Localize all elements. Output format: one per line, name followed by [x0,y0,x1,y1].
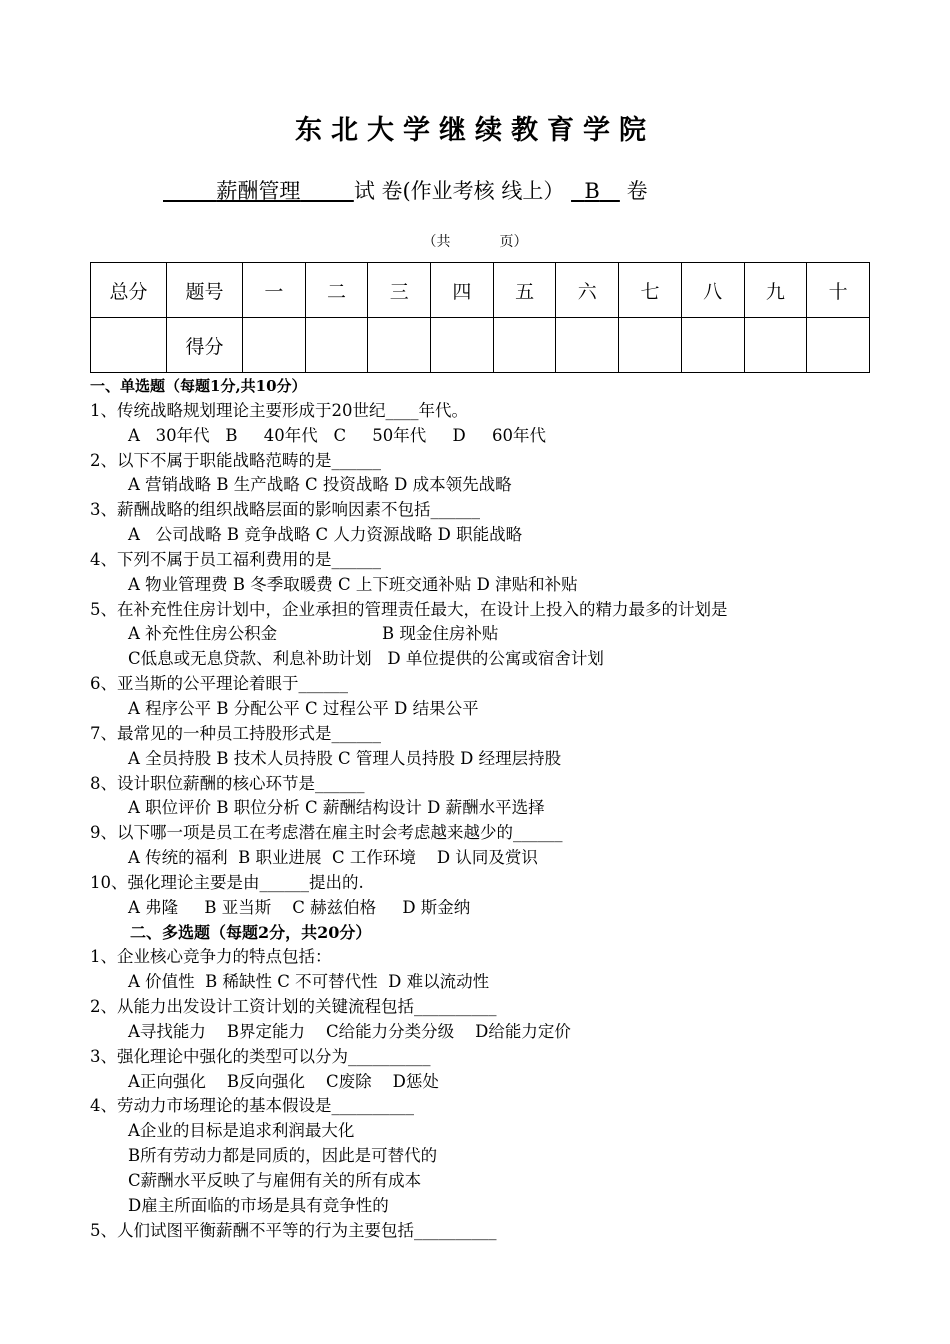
answer-options: A寻找能力 B界定能力 C给能力分类分级 D给能力定价 [128,1021,571,1041]
question-text: 3、强化理论中强化的类型可以分为__________ [90,1046,431,1066]
score-table-header-row [91,263,870,318]
question-text: 1、传统战略规划理论主要形成于20世纪____年代。 [90,400,468,420]
paper-letter-text: B [584,179,600,203]
score-table-score-row [91,318,870,373]
paper-letter [571,179,620,203]
answer-options: A 30年代 B 40年代 C 50年代 D 60年代 [128,425,546,445]
score-cell [681,318,744,373]
score-cell [368,318,431,373]
answer-options: A 程序公平 B 分配公平 C 过程公平 D 结果公平 [128,698,479,718]
page-count [0,231,950,251]
question-text: 4、下列不属于员工福利费用的是______ [90,549,381,569]
score-cell: 八 [681,263,744,318]
score-cell [431,318,494,373]
page-count-left: （共 [422,234,451,250]
question-list [90,374,930,1244]
answer-options: A 全员持股 B 技术人员持股 C 管理人员持股 D 经理层持股 [128,748,562,768]
page-count-right: 页） [499,234,528,250]
paper-suffix: 卷 [626,179,648,203]
score-cell [744,318,807,373]
question-text: 2、从能力出发设计工资计划的关键流程包括__________ [90,997,497,1017]
score-cell: 总分 [91,263,167,318]
answer-options: A企业的目标是追求利润最大化 [128,1121,355,1141]
score-cell: 十 [807,263,870,318]
score-cell [619,318,682,373]
answer-options: A 职位评价 B 职位分析 C 薪酬结构设计 D 薪酬水平选择 [128,798,545,818]
score-cell: 得分 [167,318,243,373]
course-name-text: 薪酬管理 [216,179,301,203]
question-text: 8、设计职位薪酬的核心环节是______ [90,773,365,793]
score-cell [243,318,306,373]
question-text: 2、以下不属于职能战略范畴的是______ [90,450,381,470]
score-cell [493,318,556,373]
answer-options: D雇主所面临的市场是具有竞争性的 [128,1195,389,1215]
answer-options: A 物业管理费 B 冬季取暖费 C 上下班交通补贴 D 津贴和补贴 [128,574,578,594]
course-name [163,179,354,203]
answer-options: A 价值性 B 稀缺性 C 不可替代性 D 难以流动性 [128,972,490,992]
question-text: 10、强化理论主要是由______提出的. [90,872,364,892]
score-table [90,262,870,373]
score-cell [556,318,619,373]
score-cell: 五 [493,263,556,318]
question-text: 7、最常见的一种员工持股形式是______ [90,723,381,743]
score-cell: 四 [431,263,494,318]
section-heading: 二、多选题（每题2分，共20分） [130,922,372,942]
school-title: 东北大学继续教育学院 [295,115,655,146]
score-cell: 题号 [167,263,243,318]
exam-label: 试 卷(作业考核 线上） [353,179,565,203]
score-cell [807,318,870,373]
score-cell [305,318,368,373]
answer-options: C低息或无息贷款、利息补助计划 D 单位提供的公寓或宿舍计划 [128,649,604,669]
score-cell: 六 [556,263,619,318]
score-cell: 一 [243,263,306,318]
answer-options: A 公司战略 B 竞争战略 C 人力资源战略 D 职能战略 [128,525,523,545]
score-cell: 九 [744,263,807,318]
answer-options: B所有劳动力都是同质的，因此是可替代的 [128,1146,438,1166]
answer-options: C薪酬水平反映了与雇佣有关的所有成本 [128,1171,422,1190]
question-text: 3、薪酬战略的组织战略层面的影响因素不包括______ [90,500,480,520]
answer-options: A 弗隆 B 亚当斯 C 赫兹伯格 D 斯金纳 [128,897,471,917]
question-text: 5、人们试图平衡薪酬不平等的行为主要包括__________ [90,1220,497,1240]
question-text: 9、以下哪一项是员工在考虑潜在雇主时会考虑越来越少的______ [90,823,563,843]
answer-options: A 传统的福利 B 职业进展 C 工作环境 D 认同及赏识 [128,848,538,868]
question-text: 5、在补充性住房计划中，企业承担的管理责任最大，在设计上投入的精力最多的计划是 [90,599,728,619]
answer-options: A正向强化 B反向强化 C废除 D惩处 [128,1071,439,1091]
question-text: 1、企业核心竞争力的特点包括： [90,947,332,967]
score-cell: 三 [368,263,431,318]
question-text: 4、劳动力市场理论的基本假设是__________ [90,1096,414,1116]
exam-subtitle [163,175,648,205]
answer-options: A 补充性住房公积金 B 现金住房补贴 [128,624,499,644]
answer-options: A 营销战略 B 生产战略 C 投资战略 D 成本领先战略 [128,475,512,495]
score-cell: 二 [305,263,368,318]
score-cell: 七 [619,263,682,318]
question-text: 6、亚当斯的公平理论着眼于______ [90,674,348,694]
score-cell [91,318,167,373]
section-heading: 一、单选题（每题1分,共10分） [90,377,307,395]
